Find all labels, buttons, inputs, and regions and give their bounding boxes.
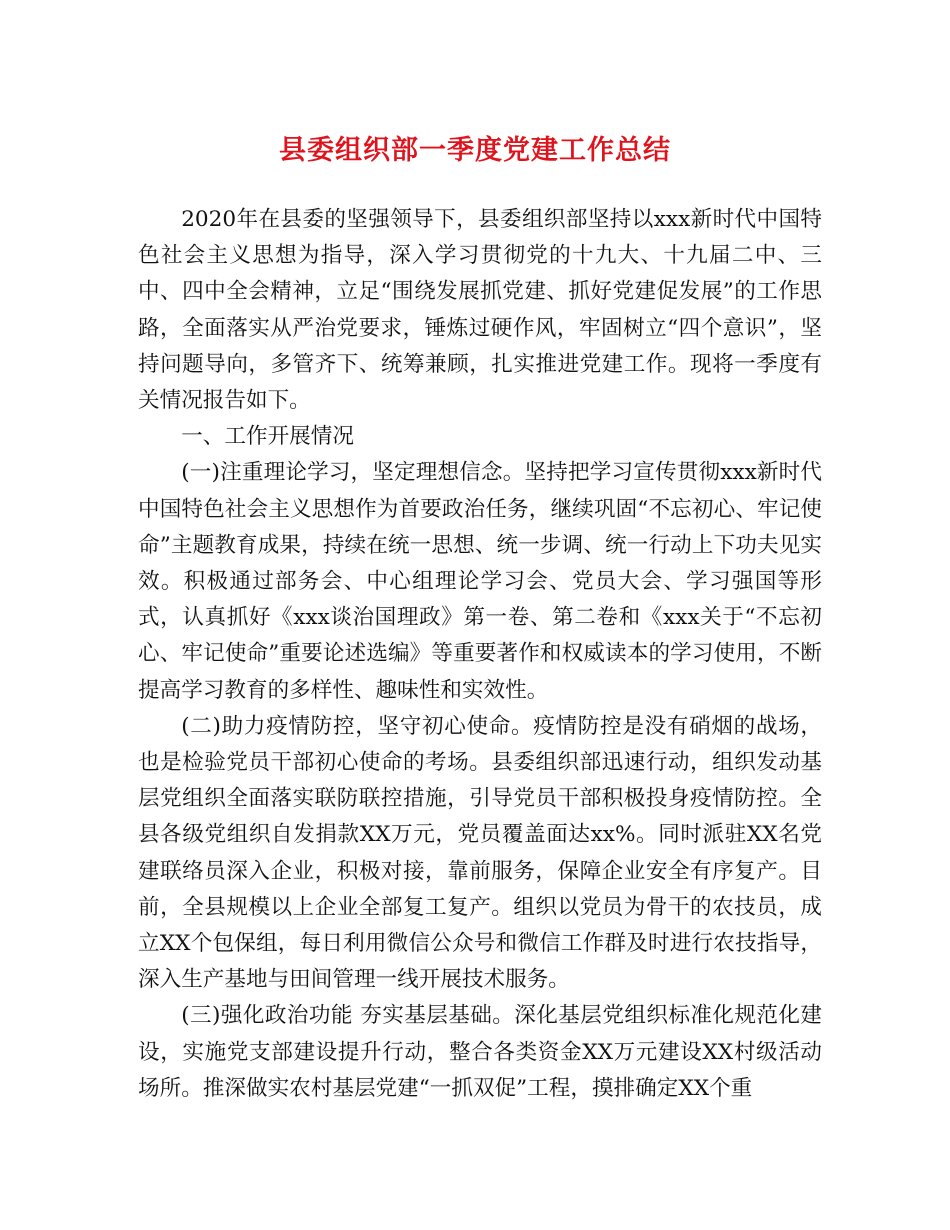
body-paragraph: (二)助力疫情防控，坚守初心使命。疫情防控是没有硝烟的战场，也是检验党员干部初心使命的考场。县委组织部迅速行动，组织发动基层党组织全面落实联防联控措施，引导党员干部积极投身疫情防控。全县各级党组织自发捐款XX万元，党员覆盖面达xx%。同时派驻XX名党建联络员深入企业，积极对接，靠前服务，保障企业安全有序复产。目前，全县规模以上企业全部复工复产。组织以党员为骨干的农技员，成立XX个包保组，每日利用微信公众号和微信工作群及时进行农技指导，深入生产基地与田间管理一线开展技术服务。 xyxy=(138,713,822,993)
intro-paragraph: 2020年在县委的坚强领导下，县委组织部坚持以xxx新时代中国特色社会主义思想为指导，深入学习贯彻党的十九大、十九届二中、三中、四中全会精神，立足“围绕发展抓党建、抓好党建促发展”的工作思路，全面落实从严治党要求，锤炼过硬作风，牢固树立“四个意识”，坚持问题导向，多管齐下、统筹兼顾，扎实推进党建工作。现将一季度有关情况报告如下。 xyxy=(138,207,822,414)
section-heading: 一、工作开展情况 xyxy=(181,424,354,450)
body-paragraph: (一)注重理论学习，坚定理想信念。坚持把学习宣传贯彻xxx新时代中国特色社会主义思想作为首要政治任务，继续巩固“不忘初心、牢记使命”主题教育成果，持续在统一思想、统一步调、统一行动上下功夫见实效。积极通过部务会、中心组理论学习会、党员大会、学习强国等形式，认真抓好《xxx谈治国理政》第一卷、第二卷和《xxx关于“不忘初心、牢记使命”重要论述选编》等重要著作和权威读本的学习使用，不断提高学习教育的多样性、趣味性和实效性。 xyxy=(138,460,822,703)
body-paragraph: (三)强化政治功能 夯实基层基础。深化基层党组织标准化规范化建设，实施党支部建设提升行动，整合各类资金XX万元建设XX村级活动场所。推深做实农村基层党建“一抓双促”工程，摸排确定XX个重 xyxy=(138,1003,822,1101)
document-body xyxy=(138,202,822,1107)
document-title: 县委组织部一季度党建工作总结 xyxy=(279,135,671,166)
